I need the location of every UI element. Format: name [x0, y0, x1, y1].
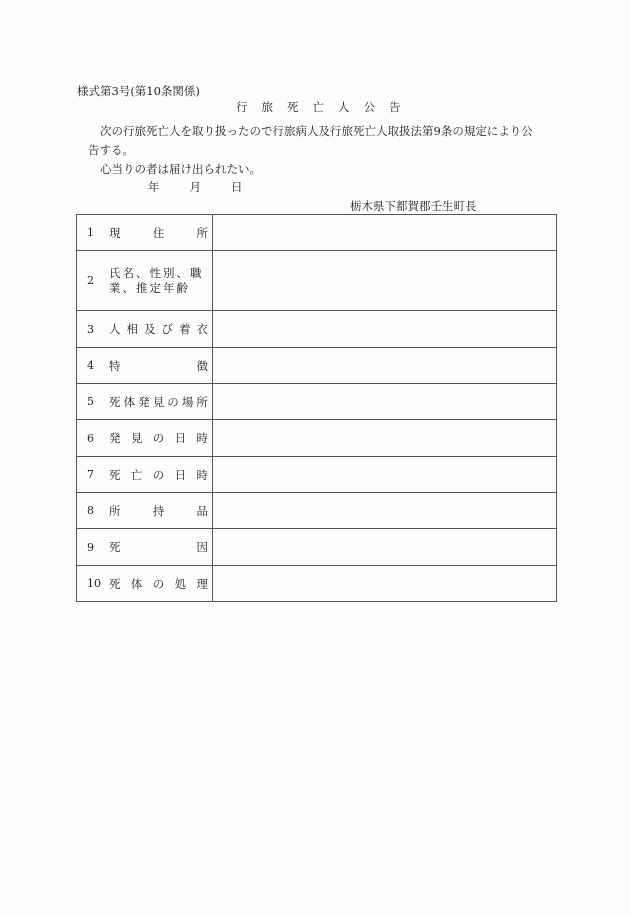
item-label-cell — [77, 311, 213, 348]
item-label-char: 持 — [152, 503, 165, 518]
item-label-char: 処 — [174, 576, 187, 591]
item-label-char: の — [167, 394, 179, 409]
signer: 栃木県下都賀郡壬生町長 — [350, 199, 477, 213]
item-label — [109, 321, 208, 337]
item-label-char: 衣 — [196, 322, 208, 336]
item-label-char: 発 — [109, 431, 121, 445]
item-label-char: 因 — [196, 540, 208, 554]
item-label-char: 所 — [109, 503, 121, 518]
item-label-char: 体 — [123, 394, 136, 409]
item-label-char: 現 — [109, 225, 121, 240]
table-row — [77, 566, 557, 602]
item-label-char: 人 — [109, 322, 121, 336]
item-label-char: の — [152, 576, 165, 591]
date-line — [148, 180, 243, 194]
item-number: 7 — [87, 468, 94, 481]
item-label — [109, 576, 208, 592]
item-label-char: 特 — [109, 358, 121, 373]
item-number: 3 — [87, 322, 94, 336]
item-label-char: 時 — [196, 431, 208, 445]
item-label-char: 及 — [143, 322, 156, 336]
item-label — [109, 430, 208, 446]
table-row — [77, 311, 557, 348]
item-number: 8 — [87, 504, 94, 517]
item-label-char: 所 — [196, 225, 208, 240]
item-label-cell — [77, 384, 213, 420]
item-label — [109, 467, 208, 483]
item-value-cell[interactable] — [212, 311, 556, 348]
item-label — [109, 358, 208, 374]
item-label-char: び — [161, 322, 173, 336]
item-label-cell — [77, 566, 213, 602]
item-number: 2 — [87, 274, 94, 287]
item-label-cell — [77, 251, 213, 311]
item-label-line: 氏名、性別、職 — [109, 265, 204, 280]
item-label-char: 死 — [109, 540, 121, 554]
item-number: 5 — [87, 395, 94, 408]
item-label-char: 日 — [174, 467, 187, 482]
item-value-cell[interactable] — [212, 251, 556, 311]
item-label-char: 着 — [178, 322, 191, 336]
item-label-char: 見 — [130, 431, 143, 445]
item-label-line: 業、推定年齢 — [109, 280, 190, 295]
item-number: 6 — [87, 431, 94, 445]
item-label-cell — [77, 493, 213, 529]
item-label-char: 品 — [196, 503, 208, 518]
date-day: 日 — [231, 180, 243, 194]
item-value-cell[interactable] — [212, 529, 556, 566]
item-value-cell[interactable] — [212, 420, 556, 457]
item-label-cell — [77, 215, 213, 251]
item-label-char: の — [152, 467, 165, 482]
item-label-char: 所 — [196, 394, 208, 409]
item-label-char: の — [152, 431, 165, 445]
table-row — [77, 384, 557, 420]
body-paragraph-2: 心当りの者は届け出られたい。 — [100, 162, 261, 176]
body-paragraph-1: 次の行旅死亡人を取り扱ったので行旅病人及行旅死亡人取扱法第9条の規定により公 — [100, 124, 533, 138]
item-label-char: 理 — [196, 576, 208, 591]
item-label-char: 死 — [109, 394, 121, 409]
table-row — [77, 251, 557, 311]
table-row — [77, 493, 557, 529]
item-label-char: 発 — [138, 394, 150, 409]
table-row — [77, 420, 557, 457]
item-value-cell[interactable] — [212, 215, 556, 251]
item-label-char: 住 — [152, 225, 165, 240]
item-label — [109, 266, 208, 296]
item-label-char: 死 — [109, 467, 121, 482]
item-number: 10 — [87, 577, 101, 590]
item-label-char: 相 — [126, 322, 138, 336]
item-label-cell — [77, 348, 213, 384]
table-row — [77, 529, 557, 566]
item-label-char: 場 — [181, 394, 194, 409]
item-label-char: 徴 — [196, 358, 208, 373]
document-title: 行旅死亡人公告 — [236, 100, 415, 114]
item-label-cell — [77, 457, 213, 493]
table-row — [77, 215, 557, 251]
item-value-cell[interactable] — [212, 457, 556, 493]
item-label — [109, 394, 208, 410]
date-year: 年 — [148, 180, 160, 194]
item-value-cell[interactable] — [212, 493, 556, 529]
item-value-cell[interactable] — [212, 348, 556, 384]
form-label: 様式第3号(第10条関係) — [77, 84, 200, 98]
item-value-cell[interactable] — [212, 384, 556, 420]
table-row — [77, 348, 557, 384]
item-label-char: 死 — [109, 576, 121, 591]
item-label-char: 日 — [174, 431, 187, 445]
item-label — [109, 503, 208, 519]
item-label-char: 見 — [152, 394, 165, 409]
table-row — [77, 457, 557, 493]
item-label-char: 体 — [130, 576, 143, 591]
body-paragraph-1-continued: 告する。 — [88, 143, 134, 157]
item-value-cell[interactable] — [212, 566, 556, 602]
item-label-char: 時 — [196, 467, 208, 482]
date-month: 月 — [189, 180, 201, 194]
item-number: 4 — [87, 359, 94, 372]
item-label — [109, 539, 208, 555]
item-label-char: 亡 — [130, 467, 143, 482]
item-label-cell — [77, 420, 213, 457]
item-label-cell — [77, 529, 213, 566]
item-number: 9 — [87, 540, 94, 554]
notice-table — [76, 214, 557, 602]
item-label — [109, 225, 208, 241]
item-number: 1 — [87, 226, 94, 239]
